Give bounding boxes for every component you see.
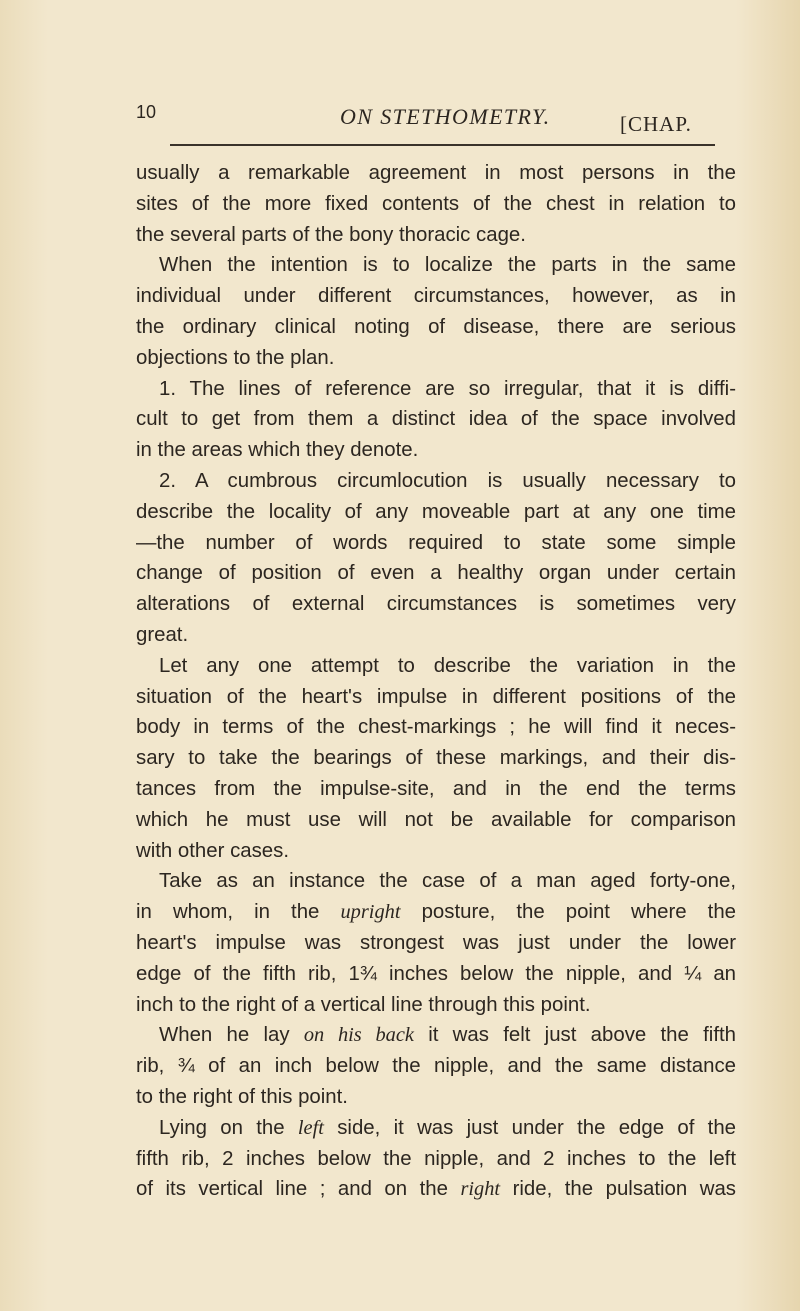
text-line: objections to the plan. (136, 346, 335, 369)
text-line: sary to take the bearings of these markings, and their dis- (136, 747, 736, 770)
line-text: posture, the point where the (400, 901, 736, 924)
text-line: body in terms of the chest-markings ; he will find it neces- (136, 716, 736, 739)
line-text: When he lay (159, 1024, 304, 1047)
text-line: Take as an instance the case of a man aged forty-one, (159, 870, 736, 893)
text-line: individual under different circumstances, however, as in (136, 285, 736, 308)
header-rule (170, 144, 715, 146)
running-title: ON STETHOMETRY. (340, 104, 551, 129)
text-line: 1. The lines of reference are so irregular, that it is diffi- (159, 377, 736, 400)
text-line: When the intention is to localize the parts in the same (159, 254, 736, 277)
line-text: ride, the pulsation was (500, 1178, 736, 1201)
body-text (136, 158, 736, 1205)
page-number: 10 (136, 102, 157, 122)
text-line (136, 1020, 736, 1051)
line-text: side, it was just under the edge of the (323, 1116, 736, 1139)
text-line: great. (136, 623, 189, 646)
italic-text: right (460, 1178, 501, 1201)
text-line: 2. A cumbrous circumlocution is usually necessary to (159, 469, 736, 492)
text-line: fifth rib, 2 inches below the nipple, and 2 inches to the left (136, 1147, 736, 1170)
text-line (136, 1113, 736, 1144)
text-line: with other cases. (136, 839, 289, 862)
line-text: it was felt just above the fifth (413, 1024, 736, 1047)
text-line: edge of the fifth rib, 1¾ inches below the nipple, and ¼ an (136, 962, 736, 985)
line-text: Lying on the (159, 1116, 298, 1139)
line-text: of its vertical line ; and on the (136, 1178, 461, 1201)
text-line: —the number of words required to state some simple (136, 531, 736, 554)
text-line: the several parts of the bony thoracic cage. (136, 223, 526, 246)
text-line: change of position of even a healthy organ under certain (136, 562, 736, 585)
text-line (136, 897, 736, 928)
text-line: to the right of this point. (136, 1085, 348, 1108)
italic-text: left (297, 1116, 324, 1139)
text-line: describe the locality of any moveable part at any one time (136, 500, 736, 523)
text-line: the ordinary clinical noting of disease, there are serious (136, 315, 736, 338)
text-line: Let any one attempt to describe the variation in the (159, 654, 736, 677)
text-line: cult to get from them a distinct idea of the space involved (136, 408, 736, 431)
text-line: sites of the more fixed contents of the chest in relation to (136, 192, 736, 215)
running-header (0, 102, 800, 142)
text-line: alterations of external circumstances is sometimes very (136, 593, 736, 616)
text-line: usually a remarkable agreement in most persons in the (136, 162, 736, 184)
text-line: rib, ¾ of an inch below the nipple, and the same distance (136, 1055, 736, 1078)
text-line (136, 1174, 736, 1205)
text-line: inch to the right of a vertical line through this point. (136, 993, 591, 1016)
text-line: tances from the impulse-site, and in the end the terms (136, 777, 736, 800)
text-line: situation of the heart's impulse in different positions of the (136, 685, 736, 708)
text-line: which he must use will not be available for comparison (136, 808, 736, 831)
line-text: in whom, in the (136, 901, 341, 924)
text-line: in the areas which they denote. (136, 439, 419, 462)
italic-text: upright (340, 901, 401, 924)
italic-text: on his back (303, 1024, 414, 1047)
chapter-marker: [CHAP. (620, 112, 692, 136)
text-line: heart's impulse was strongest was just under the lower (136, 931, 736, 954)
